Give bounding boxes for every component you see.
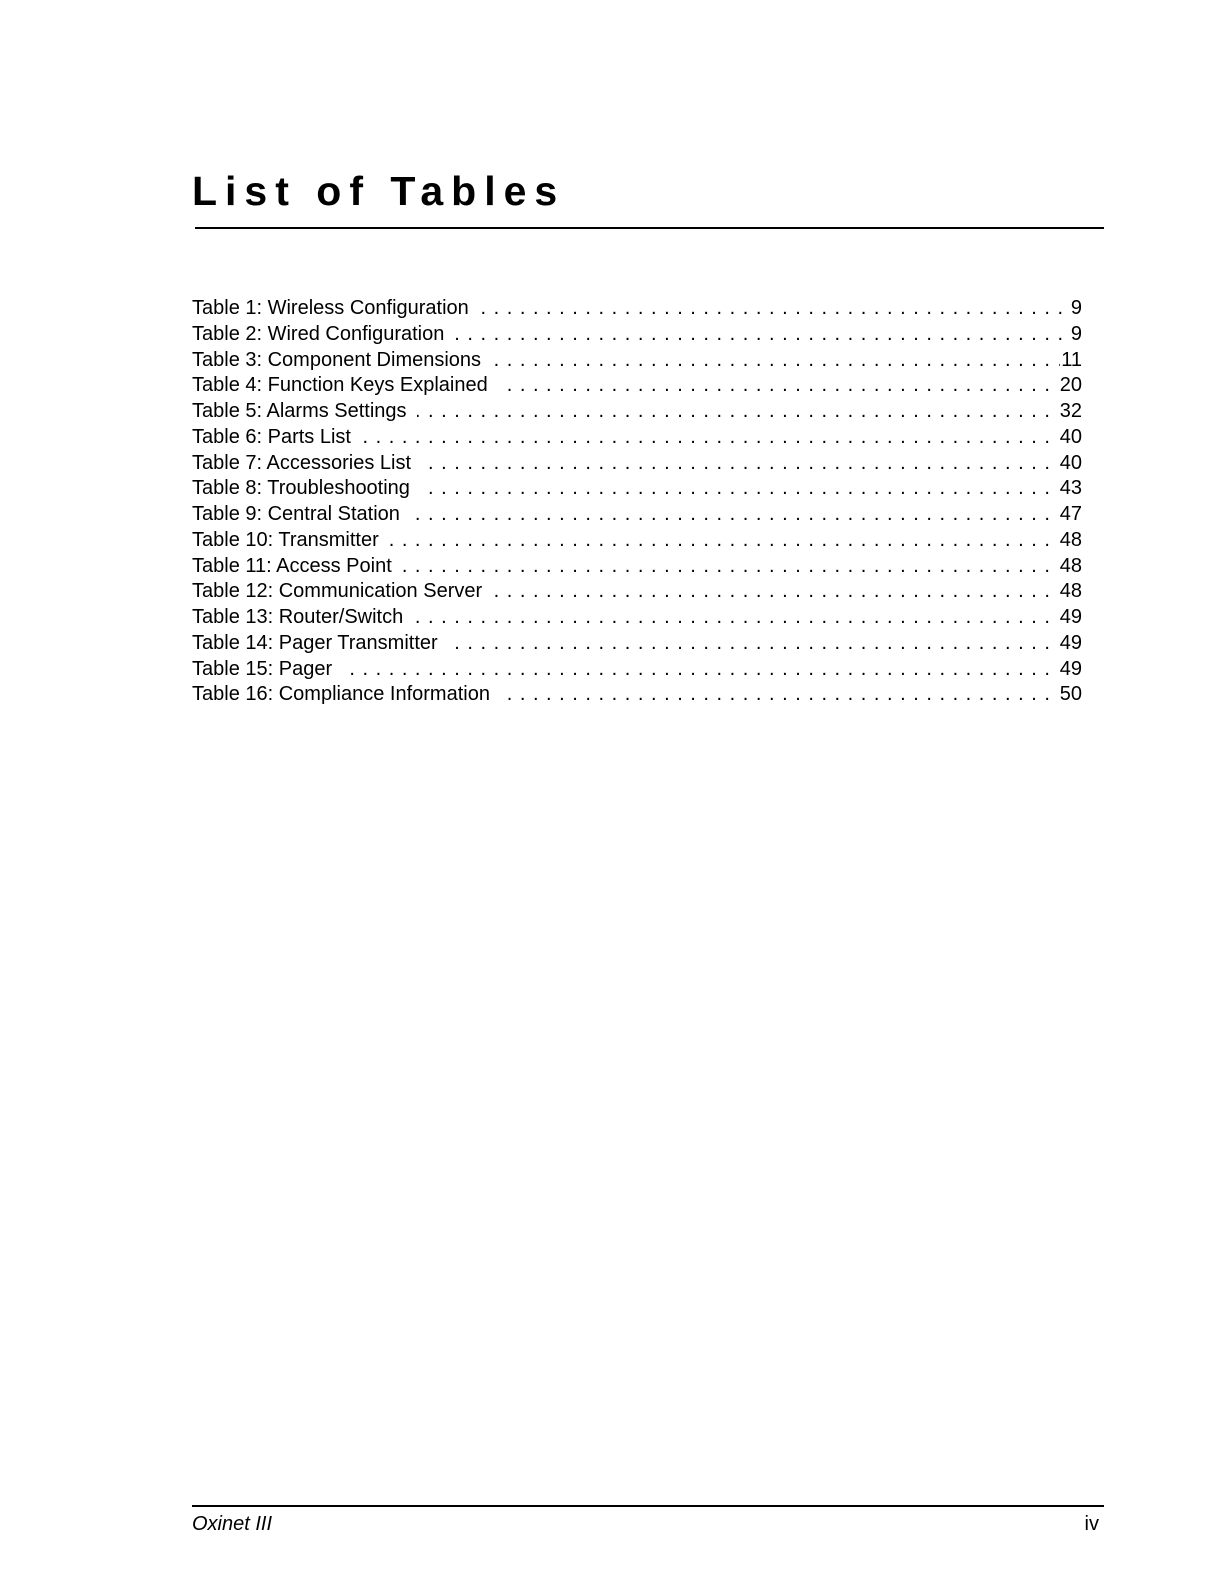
toc-entry-label: Table 1: Wireless Configuration bbox=[192, 297, 479, 319]
toc-entry[interactable] bbox=[192, 348, 1082, 374]
toc-entry[interactable] bbox=[192, 399, 1082, 425]
toc-entry-page: 49 bbox=[1059, 657, 1082, 683]
table-of-contents-list bbox=[192, 296, 1082, 708]
toc-entry-page: 48 bbox=[1059, 528, 1082, 554]
page-title: List of Tables bbox=[192, 168, 566, 214]
toc-entry[interactable] bbox=[192, 476, 1082, 502]
toc-entry-label: Table 4: Function Keys Explained bbox=[192, 374, 498, 396]
toc-entry-label: Table 8: Troubleshooting bbox=[192, 477, 420, 499]
footer-page-number: iv bbox=[1084, 1513, 1099, 1535]
toc-entry-page: 43 bbox=[1059, 476, 1082, 502]
toc-entry-label: Table 15: Pager bbox=[192, 658, 342, 680]
toc-entry[interactable] bbox=[192, 296, 1082, 322]
toc-entry-page: 11 bbox=[1060, 348, 1082, 374]
toc-entry-page: 40 bbox=[1059, 425, 1082, 451]
toc-entry-label: Table 9: Central Station bbox=[192, 503, 410, 525]
toc-entry-page: 20 bbox=[1059, 373, 1082, 399]
toc-entry[interactable] bbox=[192, 451, 1082, 477]
toc-entry-label: Table 3: Component Dimensions bbox=[192, 349, 491, 371]
toc-entry-page: 40 bbox=[1059, 451, 1082, 477]
toc-entry-page: 9 bbox=[1070, 322, 1082, 348]
toc-entry-label: Table 13: Router/Switch bbox=[192, 606, 413, 628]
toc-entry[interactable] bbox=[192, 322, 1082, 348]
toc-entry[interactable] bbox=[192, 605, 1082, 631]
toc-entry-label: Table 11: Access Point bbox=[192, 555, 402, 577]
toc-entry-page: 49 bbox=[1059, 605, 1082, 631]
toc-entry-page: 48 bbox=[1059, 579, 1082, 605]
toc-entry[interactable] bbox=[192, 528, 1082, 554]
toc-entry-label: Table 16: Compliance Information bbox=[192, 683, 500, 705]
toc-entry-label: Table 10: Transmitter bbox=[192, 529, 389, 551]
toc-entry-page: 48 bbox=[1059, 554, 1082, 580]
footer-divider bbox=[192, 1505, 1104, 1507]
toc-entry-page: 50 bbox=[1059, 682, 1082, 708]
toc-entry-page: 9 bbox=[1070, 296, 1082, 322]
toc-entry-page: 47 bbox=[1059, 502, 1082, 528]
toc-entry[interactable] bbox=[192, 631, 1082, 657]
toc-entry[interactable] bbox=[192, 554, 1082, 580]
toc-entry[interactable] bbox=[192, 579, 1082, 605]
toc-entry-label: Table 14: Pager Transmitter bbox=[192, 632, 448, 654]
toc-entry[interactable] bbox=[192, 502, 1082, 528]
toc-entry-label: Table 2: Wired Configuration bbox=[192, 323, 454, 345]
footer-product-name: Oxinet III bbox=[192, 1513, 273, 1535]
toc-entry-page: 32 bbox=[1059, 399, 1082, 425]
title-divider bbox=[195, 227, 1104, 229]
toc-entry[interactable] bbox=[192, 657, 1082, 683]
toc-entry-label: Table 5: Alarms Settings bbox=[192, 400, 417, 422]
toc-entry[interactable] bbox=[192, 373, 1082, 399]
toc-entry[interactable] bbox=[192, 682, 1082, 708]
toc-entry[interactable] bbox=[192, 425, 1082, 451]
toc-entry-label: Table 7: Accessories List bbox=[192, 452, 421, 474]
toc-entry-page: 49 bbox=[1059, 631, 1082, 657]
toc-entry-label: Table 12: Communication Server bbox=[192, 580, 492, 602]
toc-entry-label: Table 6: Parts List bbox=[192, 426, 361, 448]
